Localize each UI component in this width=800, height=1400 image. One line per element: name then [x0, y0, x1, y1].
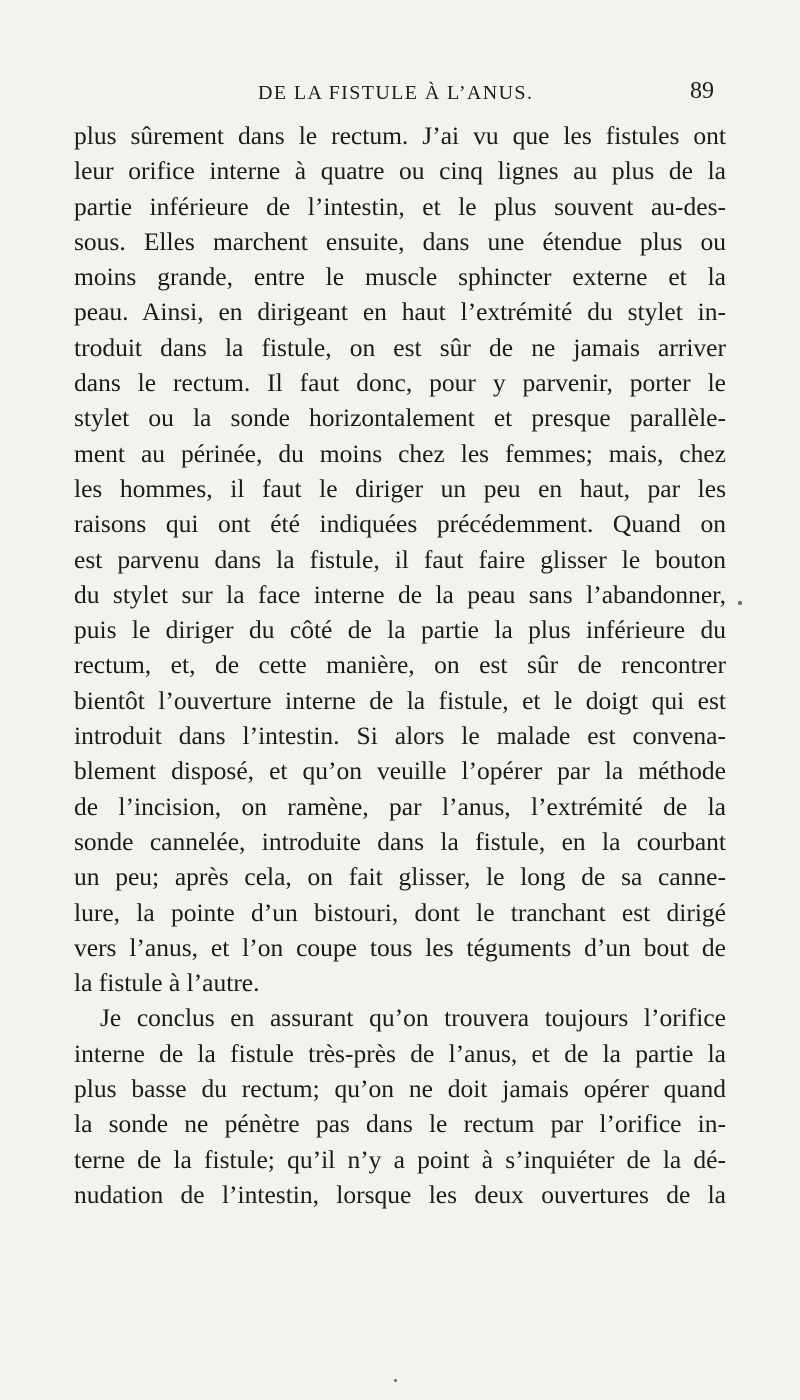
- running-header: [0, 78, 800, 112]
- text-line: terne de la fistule; qu’il n’y a point à s’inquiéter de la dé-: [74, 1144, 726, 1174]
- text-line: de l’incision, on ramène, par l’anus, l’extrémité de la: [74, 791, 726, 821]
- page-number: 89: [690, 78, 714, 104]
- text-line: plus basse du rectum; qu’on ne doit jamais opérer quand: [74, 1074, 726, 1104]
- text-line: ment au périnée, du moins chez les femmes; mais, chez: [74, 438, 726, 468]
- text-line: la sonde ne pénètre pas dans le rectum par l’orifice in-: [74, 1109, 726, 1139]
- text-line: moins grande, entre le muscle sphincter externe et la: [74, 262, 726, 292]
- text-line: introduit dans l’intestin. Si alors le malade est convena-: [74, 721, 726, 751]
- paragraph-start-line: Je conclus en assurant qu’on trouvera toujours l’orifice: [100, 1003, 726, 1033]
- running-title: DE LA FISTULE À L’ANUS.: [258, 82, 534, 104]
- paper-speck: [738, 601, 742, 605]
- text-line: rectum, et, de cette manière, on est sûr de rencontrer: [74, 650, 726, 680]
- text-line: puis le diriger du côté de la partie la plus inférieure du: [74, 615, 726, 645]
- text-line: leur orifice interne à quatre ou cinq lignes au plus de la: [74, 156, 726, 186]
- text-line: interne de la fistule très-près de l’anus, et de la partie la: [74, 1038, 726, 1068]
- body-text: [74, 118, 726, 1212]
- text-line: est parvenu dans la fistule, il faut faire glisser le bouton: [74, 544, 726, 574]
- text-line: les hommes, il faut le diriger un peu en haut, par les: [74, 473, 726, 503]
- text-line: troduit dans la fistule, on est sûr de ne jamais arriver: [74, 332, 726, 362]
- text-line: la fistule à l’autre.: [74, 968, 260, 998]
- paper-speck: [394, 1379, 397, 1382]
- text-line: bientôt l’ouverture interne de la fistule, et le doigt qui est: [74, 685, 726, 715]
- text-line: sonde cannelée, introduite dans la fistule, en la courbant: [74, 826, 726, 856]
- text-line: nudation de l’intestin, lorsque les deux ouvertures de la: [74, 1179, 726, 1209]
- text-line: un peu; après cela, on fait glisser, le long de sa canne-: [74, 862, 726, 892]
- text-line: dans le rectum. Il faut donc, pour y parvenir, porter le: [74, 368, 726, 398]
- text-line: plus sûrement dans le rectum. J’ai vu que les fistules ont: [74, 121, 726, 150]
- text-line: peau. Ainsi, en dirigeant en haut l’extrémité du stylet in-: [74, 297, 726, 327]
- text-line: sous. Elles marchent ensuite, dans une étendue plus ou: [74, 226, 726, 256]
- text-line: raisons qui ont été indiquées précédemment. Quand on: [74, 509, 726, 539]
- text-line: lure, la pointe d’un bistouri, dont le tranchant est dirigé: [74, 897, 726, 927]
- text-line: blement disposé, et qu’on veuille l’opérer par la méthode: [74, 756, 726, 786]
- text-line: vers l’anus, et l’on coupe tous les téguments d’un bout de: [74, 932, 726, 962]
- text-line: partie inférieure de l’intestin, et le plus souvent au-des-: [74, 191, 726, 221]
- text-line: du stylet sur la face interne de la peau sans l’abandonner,: [74, 579, 726, 609]
- text-line: stylet ou la sonde horizontalement et presque parallèle-: [74, 403, 726, 433]
